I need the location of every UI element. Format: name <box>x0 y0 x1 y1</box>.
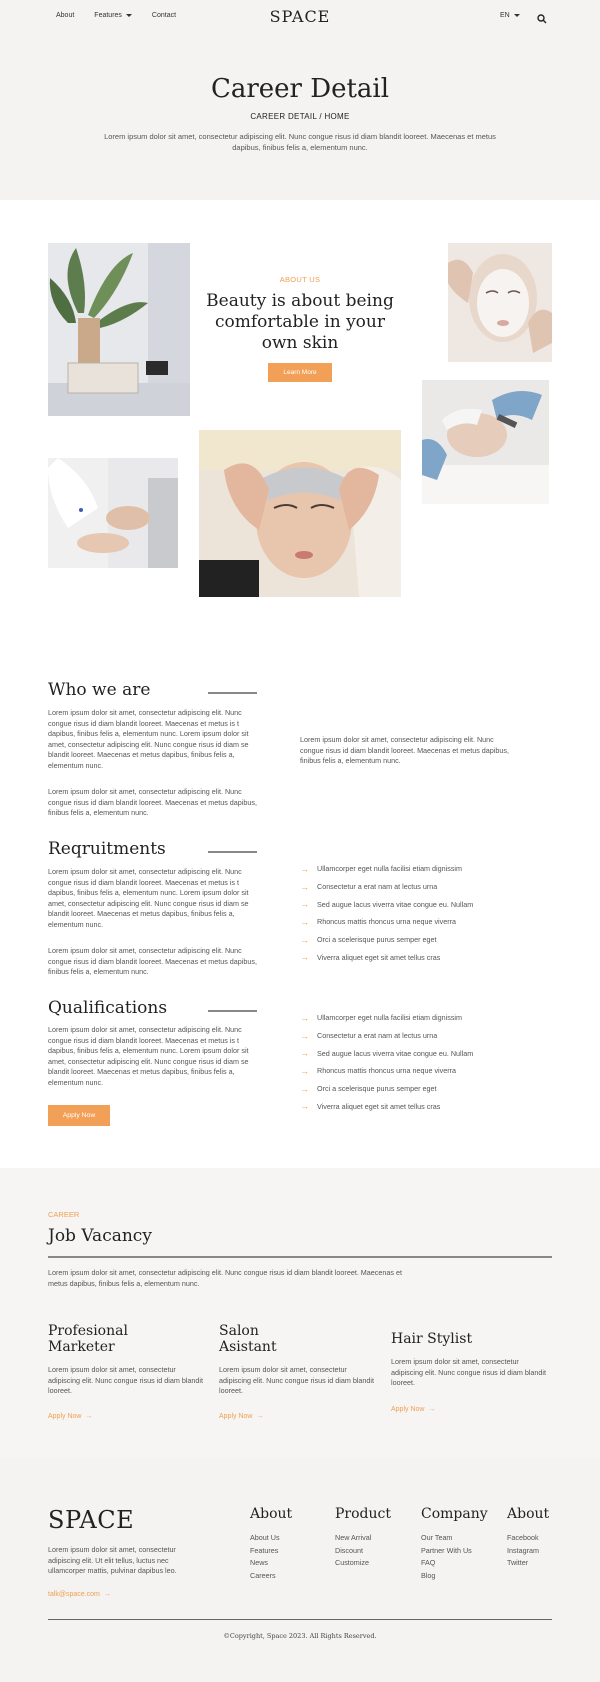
apply-now-button[interactable]: Apply Now <box>48 1105 110 1126</box>
apply-now-link[interactable] <box>391 1406 435 1413</box>
arrow-right-icon: → <box>300 881 309 892</box>
arrow-right-icon: → <box>300 916 309 927</box>
section-divider <box>208 851 257 853</box>
who-paragraph-2: Lorem ipsum dolor sit amet, consectetur adipiscing elit. Nunc congue risus id diam blandit looreet. Maecenas et metus dapibus, finibus felis a, elementum nunc. <box>48 787 257 818</box>
arrow-right-icon: → <box>83 1413 93 1420</box>
who-right-paragraph: Lorem ipsum dolor sit amet, consectetur adipiscing elit. Nunc congue risus id diam blandit looreet. Maecenas et metus dapibus, finibus felis a, elementum nunc. <box>300 735 509 766</box>
language-label: EN <box>500 12 510 19</box>
plant-salon-image <box>48 243 190 416</box>
arrow-right-icon: → <box>300 1048 309 1059</box>
arrow-right-icon: → <box>426 1406 436 1413</box>
list-item <box>300 1044 540 1062</box>
apply-now-link[interactable] <box>48 1413 92 1420</box>
list-item-label: Rhoncus mattis rhoncus urna neque viverra <box>317 1066 457 1076</box>
footer-link[interactable]: Our Team <box>421 1533 453 1542</box>
search-icon[interactable] <box>537 11 547 21</box>
list-item <box>300 1062 540 1080</box>
list-item <box>300 878 540 896</box>
job-title-line: Asistant <box>219 1339 277 1355</box>
requirements-title: Reqruitments <box>48 839 166 859</box>
footer-link[interactable]: Instagram <box>507 1545 539 1555</box>
section-divider <box>48 1256 552 1258</box>
list-item <box>300 913 540 931</box>
job-title-hair-stylist: Hair Stylist <box>391 1331 473 1347</box>
arrow-right-icon: → <box>300 1065 309 1076</box>
footer-link[interactable]: Discount <box>335 1545 363 1555</box>
list-item <box>300 1027 540 1045</box>
face-mask-image <box>448 243 552 362</box>
arrow-right-icon: → <box>300 899 309 910</box>
career-label: CAREER <box>48 1210 80 1219</box>
apply-now-label: Apply Now <box>391 1406 425 1413</box>
footer-column-title: About <box>250 1506 293 1522</box>
learn-more-button[interactable]: Learn More <box>268 363 332 382</box>
list-item <box>300 1080 540 1098</box>
footer-links-product <box>335 1532 371 1570</box>
list-item-label: Orci a scelerisque purus semper eget <box>317 935 437 945</box>
footer-links-company <box>421 1532 472 1582</box>
apply-now-link[interactable] <box>219 1413 263 1420</box>
footer-link[interactable]: Customize <box>335 1558 369 1568</box>
footer-column-title: Company <box>421 1506 488 1522</box>
job-title-marketer <box>48 1323 128 1355</box>
requirements-paragraph-1: Lorem ipsum dolor sit amet, consectetur adipiscing elit. Nunc congue risus id diam blandit looreet. Maecenas et metus is t dapibus, finibus felis a, elementum nunc. Lorem ipsum dolor sit amet, consectetur adipiscing elit. Nunc congue risus id diam se blandit looreet. Maecenas et metus dapibus, finibus felis a, elementum nunc. <box>48 867 249 929</box>
job-description: Lorem ipsum dolor sit amet, consectetur adipiscing elit. Nunc congue risus id diam blandit looreet. <box>48 1365 204 1396</box>
list-item <box>300 948 540 966</box>
list-item-label: Consectetur a erat nam at lectus urna <box>317 882 438 892</box>
footer-links-about <box>250 1532 280 1582</box>
facial-treatment-image <box>422 380 549 504</box>
job-vacancy-title: Job Vacancy <box>48 1226 152 1246</box>
arrow-right-icon: → <box>300 1012 309 1023</box>
footer-link[interactable]: About Us <box>250 1533 280 1542</box>
footer-link[interactable]: Partner With Us <box>421 1545 472 1555</box>
list-item-label: Ullamcorper eget nulla facilisi etiam dignissim <box>317 1013 463 1023</box>
job-title-salon-assistant <box>219 1323 277 1355</box>
list-item <box>300 1097 540 1115</box>
apply-now-label: Apply Now <box>48 1413 82 1420</box>
job-description: Lorem ipsum dolor sit amet, consectetur adipiscing elit. Nunc congue risus id diam blandit looreet. <box>391 1357 547 1388</box>
job-title-line: Marketer <box>48 1339 115 1355</box>
footer-column-title: About <box>507 1506 550 1522</box>
qualifications-paragraph: Lorem ipsum dolor sit amet, consectetur adipiscing elit. Nunc congue risus id diam blandit looreet. Maecenas et metus is t dapibus, finibus felis a, elementum nunc. Lorem ipsum dolor sit amet, consectetur adipiscing elit. Nunc congue risus id diam se blandit looreet. Maecenas et metus dapibus, finibus felis a, elementum nunc. <box>48 1025 249 1087</box>
footer-description: Lorem ipsum dolor sit amet, consectetur adipiscing elit. Ut elit tellus, luctus nec ullamcorper mattis, pulvinar dapibus leo. <box>48 1545 177 1576</box>
footer-link[interactable]: Blog <box>421 1570 436 1580</box>
brand-logo[interactable]: SPACE <box>269 7 331 26</box>
requirements-list <box>300 860 540 966</box>
footer-link[interactable]: News <box>250 1558 268 1568</box>
arrow-right-icon: → <box>300 863 309 874</box>
nav-about[interactable]: About <box>56 12 75 19</box>
footer-email: talk@space.com <box>48 1591 100 1598</box>
footer-link[interactable]: New Arrival <box>335 1533 372 1542</box>
about-us-label: ABOUT US <box>279 275 321 284</box>
arrow-right-icon: → <box>300 1083 309 1094</box>
nav-features-label: Features <box>94 12 122 19</box>
qualifications-title: Qualifications <box>48 998 168 1018</box>
breadcrumb[interactable]: CAREER DETAIL / HOME <box>250 112 350 121</box>
list-item <box>300 1009 540 1027</box>
footer-column-title: Product <box>335 1506 391 1522</box>
section-divider <box>208 1010 257 1012</box>
copyright-text: ©Copyright, Space 2023. All Rights Reserved. <box>223 1632 377 1640</box>
job-description: Lorem ipsum dolor sit amet, consectetur adipiscing elit. Nunc congue risus id diam blandit looreet. <box>219 1365 375 1396</box>
arrow-right-icon: → <box>300 934 309 945</box>
language-selector[interactable] <box>500 12 520 19</box>
list-item <box>300 895 540 913</box>
list-item-label: Rhoncus mattis rhoncus urna neque viverra <box>317 917 457 927</box>
who-paragraph-1: Lorem ipsum dolor sit amet, consectetur adipiscing elit. Nunc congue risus id diam blandit looreet. Maecenas et metus is t dapibus, finibus felis a, elementum nunc. Lorem ipsum dolor sit amet, consectetur adipiscing elit. Nunc congue risus id diam se blandit looreet. Maecenas et metus dapibus, finibus felis a, elementum nunc. <box>48 708 249 770</box>
qualifications-list <box>300 1009 540 1115</box>
requirements-paragraph-2: Lorem ipsum dolor sit amet, consectetur adipiscing elit. Nunc congue risus id diam blandit looreet. Maecenas et metus dapibus, finibus felis a, elementum nunc. <box>48 946 257 977</box>
section-divider <box>208 692 257 694</box>
footer-link[interactable]: Twitter <box>507 1558 529 1568</box>
arrow-right-icon: → <box>300 1030 309 1041</box>
footer-brand[interactable]: SPACE <box>48 1506 135 1534</box>
list-item-label: Viverra aliquet eget sit amet tellus cras <box>317 1101 441 1111</box>
list-item <box>300 931 540 949</box>
who-we-are-title: Who we are <box>48 680 151 700</box>
footer-divider <box>48 1619 552 1620</box>
nav-contact[interactable]: Contact <box>151 12 177 19</box>
footer-link[interactable]: FAQ <box>421 1558 436 1568</box>
head-massage-image <box>199 430 401 597</box>
list-item-label: Sed augue lacus viverra vitae congue eu. Nullam <box>317 899 474 909</box>
job-title-line: Profesional <box>48 1323 128 1339</box>
footer-links-social <box>507 1532 539 1570</box>
footer-link[interactable]: Features <box>250 1545 279 1555</box>
list-item-label: Viverra aliquet eget sit amet tellus cras <box>317 952 441 962</box>
list-item-label: Ullamcorper eget nulla facilisi etiam dignissim <box>317 864 463 874</box>
chevron-down-icon <box>514 14 520 17</box>
footer-link[interactable]: Careers <box>250 1570 276 1580</box>
job-title-line: Salon <box>219 1323 259 1339</box>
manicure-image <box>48 458 178 568</box>
job-vacancy-description: Lorem ipsum dolor sit amet, consectetur adipiscing elit. Nunc congue risus id diam blandit looreet. Maecenas et metus dapibus, finibus felis a, elementum nunc. <box>48 1268 402 1288</box>
footer-link[interactable]: Facebook <box>507 1533 539 1542</box>
arrow-right-icon: → <box>300 1101 309 1112</box>
arrow-right-icon: → <box>254 1413 264 1420</box>
arrow-right-icon: → <box>300 952 309 963</box>
list-item <box>300 860 540 878</box>
arrow-right-icon: → <box>101 1591 111 1598</box>
list-item-label: Consectetur a erat nam at lectus urna <box>317 1031 438 1041</box>
list-item-label: Orci a scelerisque purus semper eget <box>317 1084 437 1094</box>
page-title: Career Detail <box>210 74 390 104</box>
list-item-label: Sed augue lacus viverra vitae congue eu. Nullam <box>317 1048 474 1058</box>
beauty-heading: Beauty is about being comfortable in your own skin <box>206 291 394 353</box>
hero-description: Lorem ipsum dolor sit amet, consectetur adipiscing elit. Nunc congue risus id diam blandit looreet. Maecenas et metus dapibus, finibus felis a, elementum nunc. <box>104 132 496 152</box>
footer-email-link[interactable] <box>48 1591 111 1598</box>
apply-now-label: Apply Now <box>219 1413 253 1420</box>
